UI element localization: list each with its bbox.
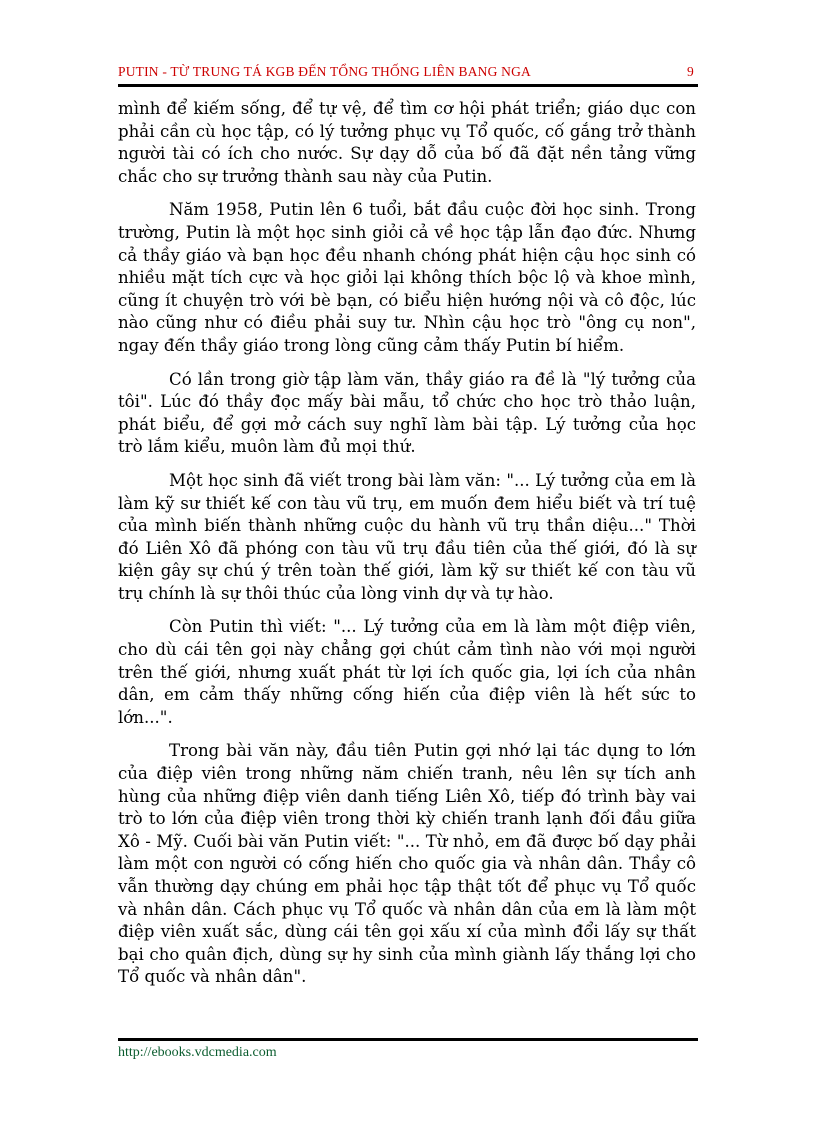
- page-number: 9: [687, 64, 694, 79]
- running-header: [118, 64, 698, 82]
- book-title: PUTIN - TỪ TRUNG TÁ KGB ĐẾN TỔNG THỐNG LIÊN BANG NGA: [118, 64, 531, 79]
- paragraph: Một học sinh đã viết trong bài làm văn: "... Lý tưởng của em là làm kỹ sư thiết kế con tàu vũ trụ, em muốn đem hiểu biết và trí tuệ của mình biến thành những cuộc du hành vũ trụ thần diệu..." Thời đó Liên Xô đã phóng con tàu vũ trụ đầu tiên của thế giới, đó là sự kiện gây sự chú ý trên toàn thế giới, làm kỹ sư thiết kế con tàu vũ trụ chính là sự thôi thúc của lòng vinh dự và tự hào.: [118, 470, 696, 603]
- footer-link[interactable]: http://ebooks.vdcmedia.com: [118, 1045, 277, 1060]
- paragraph: Có lần trong giờ tập làm văn, thầy giáo ra đề là "lý tưởng của tôi". Lúc đó thầy đọc mấy bài mẫu, tổ chức cho học trò thảo luận, phát biểu, để gợi mở cách suy nghĩ làm bài tập. Lý tưởng của học trò lắm kiểu, muôn làm đủ mọi thứ.: [118, 369, 696, 457]
- header-divider: [118, 84, 698, 87]
- paragraph: Trong bài văn này, đầu tiên Putin gợi nhớ lại tác dụng to lớn của điệp viên trong những năm chiến tranh, nêu lên sự tích anh hùng của những điệp viên danh tiếng Liên Xô, tiếp đó trình bày vai trò to lớn của điệp viên trong thời kỳ chiến tranh lạnh đối đầu giữa Xô - Mỹ. Cuối bài văn Putin viết: "... Từ nhỏ, em đã được bố dạy phải làm một con người có cống hiến cho quốc gia và nhân dân. Thầy cô vẫn thường dạy chúng em phải học tập thật tốt để phục vụ Tổ quốc và nhân dân. Cách phục vụ Tổ quốc và nhân dân của em là làm một điệp viên xuất sắc, dùng cái tên gọi xấu xí của mình đổi lấy sự thất bại cho quân địch, dùng sự hy sinh của mình giành lấy thắng lợi cho Tổ quốc và nhân dân".: [118, 741, 696, 987]
- paragraph: Còn Putin thì viết: "... Lý tưởng của em là làm một điệp viên, cho dù cái tên gọi này chẳng gợi chút cảm tình nào với mọi người trên thế giới, nhưng xuất phát từ lợi ích quốc gia, lợi ích của nhân dân, em cảm thấy những cống hiến của điệp viên là hết sức to lớn...".: [118, 617, 696, 727]
- footer-divider: [118, 1038, 698, 1041]
- paragraph-continuation: mình để kiếm sống, để tự vệ, để tìm cơ hội phát triển; giáo dục con phải cần cù học tập, có lý tưởng phục vụ Tổ quốc, cố gắng trở thành người tài có ích cho nước. Sự dạy dỗ của bố đã đặt nền tảng vững chắc cho sự trưởng thành sau này của Putin.: [118, 99, 696, 186]
- paragraph: Năm 1958, Putin lên 6 tuổi, bắt đầu cuộc đời học sinh. Trong trường, Putin là một học sinh giỏi cả về học tập lẫn đạo đức. Nhưng cả thầy giáo và bạn học đều nhanh chóng phát hiện cậu học sinh có nhiều mặt tích cực và học giỏi lại không thích bộc lộ và khoe mình, cũng ít chuyện trò với bè bạn, có biểu hiện hướng nội và cô độc, lúc nào cũng như có điều phải suy tư. Nhìn cậu học trò "ông cụ non", ngay đến thầy giáo trong lòng cũng cảm thấy Putin bí hiểm.: [118, 200, 696, 355]
- page-body: [118, 98, 696, 1000]
